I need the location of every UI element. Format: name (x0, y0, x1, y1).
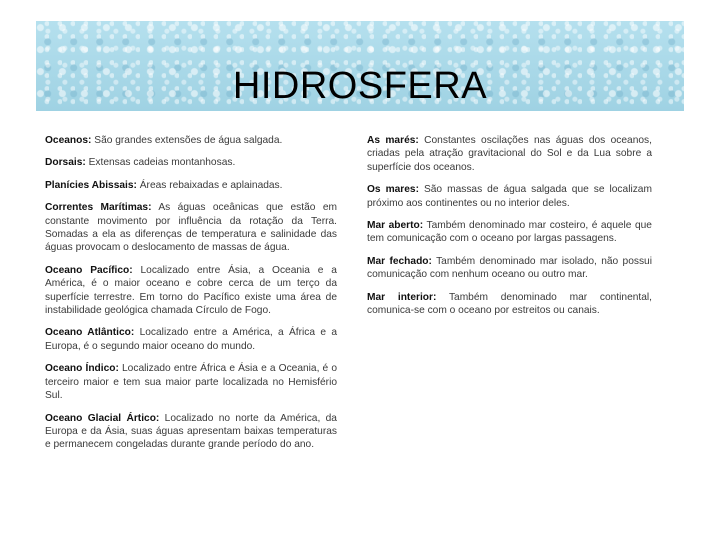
term-label: Oceano Índico: (45, 363, 119, 375)
definition-text: Localizado no norte da América, da Europa e da Ásia, suas águas apresentam baixas temperaturas e permanecem congeladas durante grande período do ano. (45, 412, 337, 451)
definition-text: As águas oceânicas que estão em constante movimento por influência da rotação da Terra. Somadas a ela as diferenças de temperatura e salinidade das águas provocam o deslocamento de massas de água. (45, 202, 338, 254)
term-label: Oceano Atlântico: (45, 327, 135, 339)
term-label: Os mares: (367, 184, 419, 196)
term-label: Oceano Pacífico: (45, 264, 133, 276)
definition-text: São massas de água salgada que se localizam próximo aos continentes ou no interior deles. (367, 184, 652, 209)
left-column (45, 134, 337, 461)
definition-text: São grandes extensões de água salgada. (94, 135, 283, 146)
definition-text: Extensas cadeias montanhosas. (88, 157, 236, 169)
definition-correntes-maritimas (45, 201, 337, 255)
term-label: Planícies Abissais: (45, 179, 137, 191)
term-label: Dorsais: (45, 157, 86, 169)
definition-mar-aberto (367, 219, 652, 246)
definition-mar-interior (367, 291, 652, 318)
term-label: Mar interior: (367, 291, 437, 303)
definition-text: Localizado entre África e Ásia e a Oceania, é o terceiro maior e tem sua maior parte localizada no Hemisfério Sul. (45, 363, 337, 402)
definition-planicies-abissais (45, 179, 337, 192)
definition-as-mares (367, 134, 652, 174)
term-label: Oceano Glacial Ártico: (45, 412, 160, 424)
term-label: Correntes Marítimas: (45, 202, 152, 214)
definition-oceano-pacifico (45, 264, 337, 318)
definition-text: Constantes oscilações nas águas dos oceanos, criadas pela atração gravitacional do Sol e da Lua sobre a superfície dos oceanos. (367, 135, 652, 173)
definition-text: Localizado entre a América, a África e a Europa, é o segundo maior oceano do mundo. (45, 327, 337, 352)
term-label: As marés: (367, 135, 419, 146)
term-label: Mar aberto: (367, 220, 424, 232)
slide-title: HIDROSFERA (232, 65, 488, 107)
right-column (367, 134, 652, 326)
title-banner (36, 21, 684, 111)
definition-text: Localizado entre Ásia, a Oceania e a América, é o maior oceano e cobre cerca de um terço da superfície terrestre. Em torno do Pacífico existe uma área de instabilidade geológica chamada Círculo de Fogo. (45, 264, 337, 317)
definition-os-mares (367, 183, 652, 210)
definition-text: Também denominado mar continental, comunica-se com o oceano por estreitos ou canais. (367, 291, 652, 317)
term-label: Mar fechado: (367, 255, 432, 267)
term-label: Oceanos: (45, 135, 92, 146)
definition-mar-fechado (367, 255, 652, 282)
definition-dorsais (45, 156, 337, 169)
definition-oceano-glacial-artico (45, 412, 337, 452)
definition-oceano-indico (45, 362, 337, 402)
definition-oceano-atlantico (45, 326, 337, 353)
definition-text: Também denominado mar costeiro, é aquele que tem comunicação com o oceano por largas passagens. (367, 220, 652, 245)
definition-text: Áreas rebaixadas e aplainadas. (139, 179, 283, 191)
definition-oceanos (45, 134, 337, 147)
definition-text: Também denominado mar isolado, não possui comunicação com nenhum oceano ou outro mar. (367, 255, 652, 281)
